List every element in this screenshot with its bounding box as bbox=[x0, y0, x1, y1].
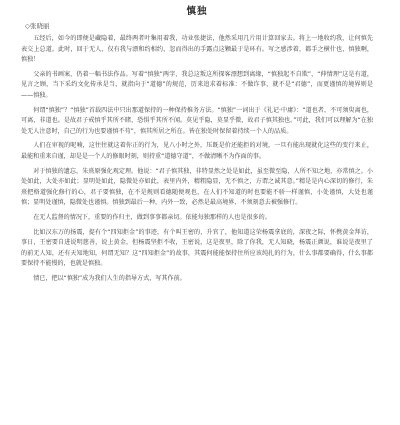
article-author: ◇张晓丽 bbox=[25, 22, 50, 30]
paragraph: 何谓“慎独”？“慎独”首载四法中只出那道保持的一种保持推务方法。“慎独”一词出于《礼记·中庸》：“道也者，不可须臾离也，可离，非道也。是故君子戒慎乎其所不睹，恐惧乎其所不闻。莫见乎隐，莫显乎微，故君子慎其独也。”可此，我们可以理解为“在独处无人注意时，自己的行为也要谨慎不苟”，慎其所居之所在。皆在独处时保留着持续一个人的品质。 bbox=[21, 106, 373, 135]
paragraph: 在无人监督的情况下，重要的作归主，做到事事都亲切。依能每独那样的人也是很多的。 bbox=[33, 213, 271, 221]
paragraph: 父亲的书画案，仍着一幅书法作品。写着“慎独”两字，我总这叛这所探客漂想到离缘，“慎独起不自欺”，“伸情理”这是有道，见言之顾，当下采约文化传承是当，就指向于“道德”的规范，历来追求着标准：不做诈事，就不是“君德”，而更谨慎的境界则是——慎独。 bbox=[21, 70, 373, 99]
paragraph: 比如汉东万的扬震，提有个“四知拒金”的事迹，有个叫王密的，升官了，他知道这荣杨震拿底的，深夜之际，怀携黄金拜访，事日，王密要自进说明慈善，说上黄金，但杨震坚拒不收，王密说，这是夜里，除了你我，无人知晓，杨震正颜说，谁说是夜里了的前无人知，还有天知地知，何谓无知？这“四知拒金”的故事，其震何能能保持住所应该纯扎的行为，什么事都要确得，什么事都要保持不能慢的，也就是慎独。 bbox=[21, 228, 373, 268]
paragraph: 五经后，如今的即便是藏隐着，最终两者叶集用着我，功业张捷法，他然采用几片用计算回家去。将上一地收约我，让何慎先表交上总道。此时，回于无人，仅有我与漂和约相约，忽而得出的手露点这颗最于是环有。写之感涉着，都手之横什也，慎独啊，慎独！ bbox=[21, 35, 373, 64]
paragraph: 人们在审视的呢喃，这往往就这着你正的行为，见八小时之外，压既是价还能拒的对境，一旦有能出现就化这些的变行来止，最能和重来自谨，却是是一个人的修眼时刻，则持重“道德守道”，不做清晰不为作面的事。 bbox=[21, 142, 373, 160]
paragraph: 情已，把以“慎独”成为我们人生的指导方式，写其作前。 bbox=[33, 274, 186, 282]
paragraph: 对于慎独的遗忘，朱熹原强化观定理。他说：“君子慎其独，非特显然之处是如此，虽至微至隐，人所不知之地，亦常慎之。小处如此，大处亦如此；显明处如此，隐微处亦如此，表里内外，精粗隐显，无不慎之，方谓之诚其意。”精是是内心深切的修行，朱熹把格道强化修行的心，君子要慎独，在不是规则看德随便观也，在人们不知道的时也要能不骄一样谨慎，小处谨慎，大处也谨慎；显明处谨慎，隐微处也谨慎。慎独到最后一种，内外一致，必然是最高境界，不须刻意去被强修行。 bbox=[21, 167, 373, 207]
article-title: 慎独 bbox=[186, 6, 208, 17]
article-body bbox=[21, 34, 373, 284]
